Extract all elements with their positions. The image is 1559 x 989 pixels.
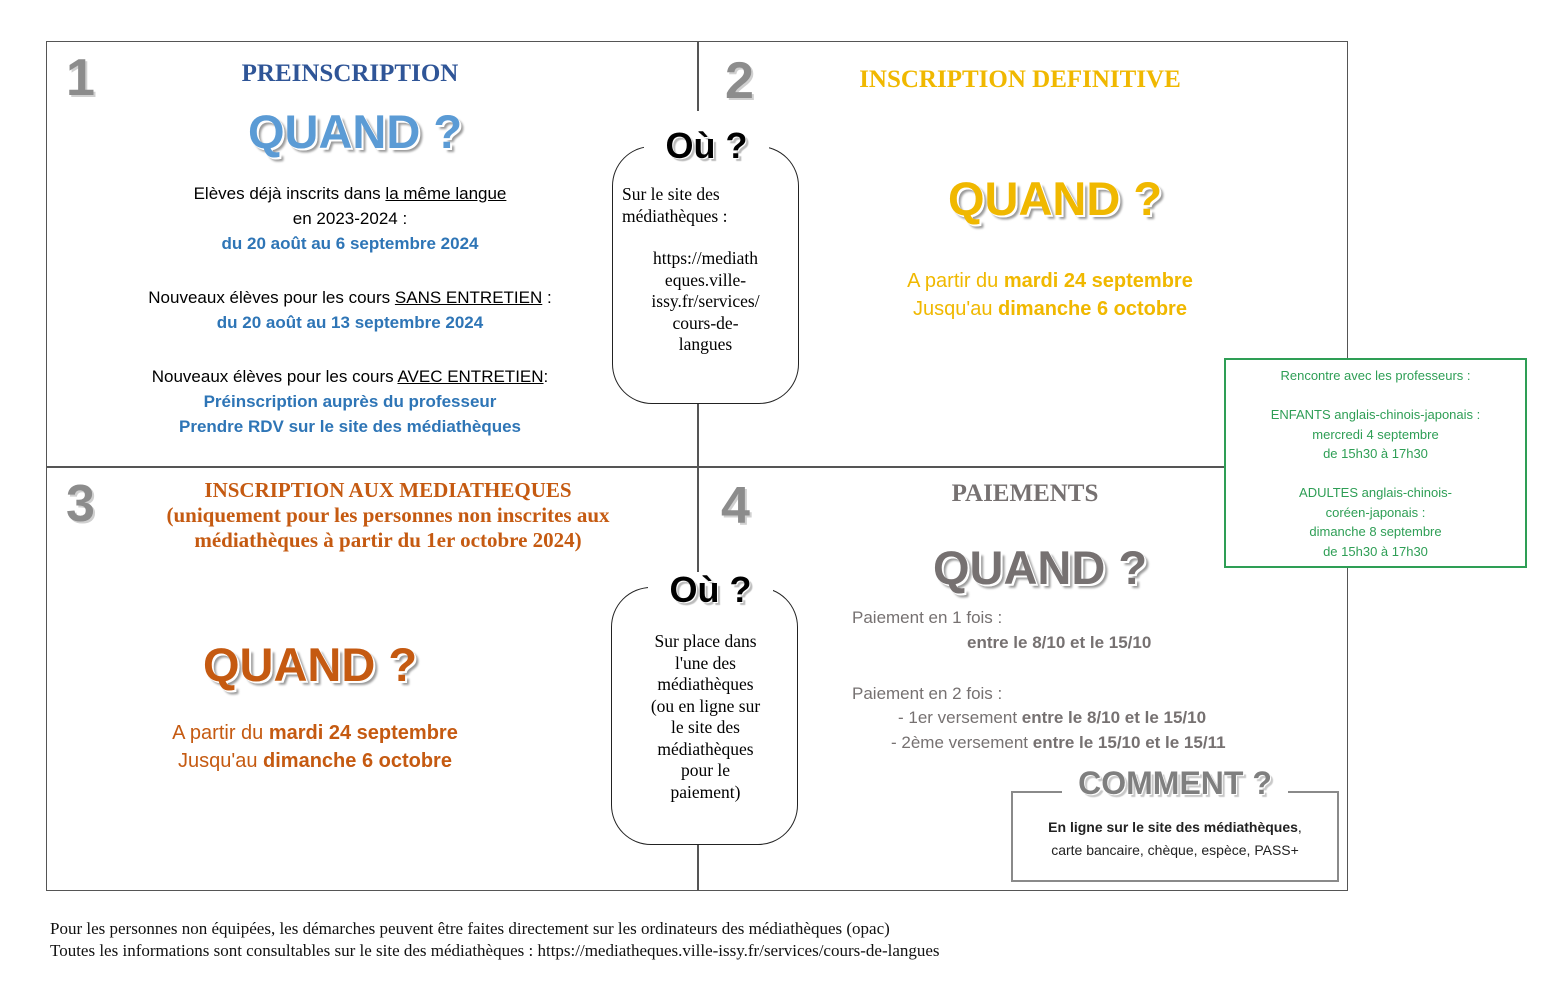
section1-group2 [60,285,640,335]
group3-line2: Préinscription auprès du professeur [203,392,497,411]
group3-line1 [60,364,640,389]
grid-divider-vertical-mid [697,404,699,590]
payment-twice-line2 [891,730,1226,755]
meeting-children-line: de 15h30 à 17h30 [1323,446,1428,461]
grid-divider-horizontal [46,466,1231,468]
group2-dates: du 20 août au 13 septembre 2024 [216,313,484,332]
group1-dates: du 20 août au 6 septembre 2024 [221,234,479,253]
how-line2: carte bancaire, chèque, espèce, PASS+ [1051,842,1299,858]
meeting-adults-line: de 15h30 à 17h30 [1323,543,1428,559]
section2-line2-bold: dimanche 6 octobre [998,298,1187,320]
section4-quand: QUAND ? [932,541,1148,594]
section-number-2: 2 [725,52,754,110]
section2-date-line1 [820,267,1280,295]
where-box-1-text: Sur le site des médiathèques : [622,184,728,226]
section3-line2-text: Jusqu'au [178,750,264,772]
where-box-2-line: Sur place dans [654,631,757,651]
group3-line1-post: : [543,367,549,386]
grid-divider-vertical-bottom [697,845,699,891]
section-number-4: 4 [721,477,750,535]
group1-line1 [80,181,620,206]
url-line: issy.fr/services/ [651,291,760,311]
section1-heading: PREINSCRIPTION [241,60,459,87]
section-number-3: 3 [66,475,95,533]
footer-line-2: Toutes les informations sont consultables sur le site des médiathèques : https://mediatheques.ville-issy.fr/services/cours-de-langues [50,941,940,960]
section2-date-line2 [820,295,1280,323]
meeting-adults-line: dimanche 8 septembre [1309,524,1442,539]
section1-quand: QUAND ? [247,105,463,158]
how-line1-bold: En ligne sur le site des médiathèques [1048,819,1298,835]
where-box-2-line: paiement) [670,781,741,802]
how-line1 [1016,816,1334,839]
where-box-1-url [618,248,793,356]
meeting-adults-line: ADULTES anglais-chinois- [1299,485,1452,500]
group1-line2: en 2023-2024 : [292,209,408,228]
group3-line3: Prendre RDV sur le site des médiathèques [178,417,521,436]
section2-heading: INSCRIPTION DEFINITIVE [859,66,1181,93]
meeting-children-line: ENFANTS anglais-chinois-japonais : [1270,407,1481,422]
group2-line1-post: : [542,288,552,307]
where-box-2-line: médiathèques [657,738,754,759]
group1-line1-underlined: la même langue [385,184,507,203]
group3-line1-underlined: AVEC ENTRETIEN [397,367,544,386]
section3-quand: QUAND ? [202,638,418,691]
payment-line1-bold: entre le 8/10 et le 15/10 [1021,708,1207,727]
section3-heading-line: (uniquement pour les personnes non inscrites aux [166,503,610,527]
url-line: https://mediath [653,248,758,268]
section3-heading-line: INSCRIPTION AUX MEDIATHEQUES [204,478,572,502]
url-line: eques.ville- [664,269,747,290]
where-box-2-line: (ou en ligne sur [650,695,761,716]
where-box-2-line: le site des [670,717,740,737]
meeting-title: Rencontre avec les professeurs : [1280,368,1471,383]
teacher-meeting-box [1224,358,1527,568]
how-line1-post: , [1297,819,1302,835]
where-box-1-title: Où ? [644,128,769,164]
url-line: langues [678,334,733,354]
section3-dates [90,719,540,775]
meeting-children-line: mercredi 4 septembre [1312,426,1439,442]
payment-twice-line1 [898,705,1206,730]
section1-group3 [60,364,640,439]
section2-dates [820,267,1280,323]
grid-divider-vertical-top [697,41,699,111]
payment-once-label: Paiement en 1 fois : [852,608,1003,627]
footer-line-1: Pour les personnes non équipées, les démarches peuvent être faites directement sur les ordinateurs des médiathèques (opac) [50,919,890,938]
section3-date-line2 [90,747,540,775]
section4-heading: PAIEMENTS [951,480,1099,507]
where-box-2-line: l'une des [675,652,736,673]
section2-line2-text: Jusqu'au [913,298,999,320]
section2-line1-bold: mardi 24 septembre [1003,270,1193,292]
section3-heading [100,478,676,553]
group2-line1-underlined: SANS ENTRETIEN [394,288,543,307]
section3-line1-text: A partir du [172,722,269,744]
section1-group1 [80,181,620,256]
group1-line1-text: Elèves déjà inscrits dans [193,184,386,203]
how-box-text [1016,816,1334,862]
section3-line1-bold: mardi 24 septembre [268,722,458,744]
where-box-2-line: pour le [680,760,731,780]
where-box-2-text [618,631,793,803]
group2-line1 [60,285,640,310]
group3-line1-text: Nouveaux élèves pour les cours [151,367,398,386]
section-number-1: 1 [66,49,95,107]
url-line: cours-de- [672,312,739,333]
section3-heading-line: médiathèques à partir du 1er octobre 2024) [194,528,582,552]
section3-line2-bold: dimanche 6 octobre [263,750,452,772]
how-box-title: COMMENT ? [1062,767,1288,799]
payment-line2-bold: entre le 15/10 et le 15/11 [1032,733,1226,752]
payment-once-dates: entre le 8/10 et le 15/10 [967,633,1152,652]
where-box-2-title: Où ? [648,572,773,608]
where-box-2-line: médiathèques [657,674,754,694]
section2-line1-text: A partir du [907,270,1004,292]
payment-twice-label: Paiement en 2 fois : [852,684,1003,703]
payment-line1-text: - 1er versement [898,708,1022,727]
meeting-adults-line: coréen-japonais : [1325,504,1426,520]
group2-line1-text: Nouveaux élèves pour les cours [148,288,395,307]
payment-line2-text: - 2ème versement [891,733,1033,752]
section3-date-line1 [90,719,540,747]
section2-quand: QUAND ? [947,172,1163,225]
